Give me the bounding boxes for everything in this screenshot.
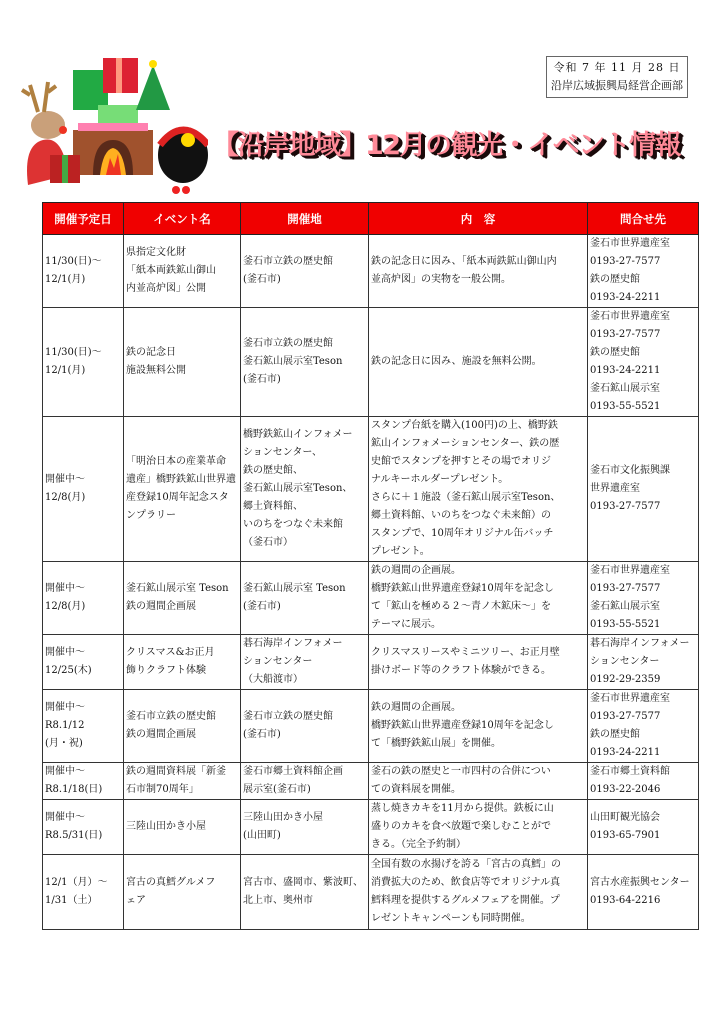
table-header-row	[43, 203, 699, 235]
event-contact: 釜石市郷土資料館 0193-22-2046	[588, 763, 699, 800]
event-content: 釜石の鉄の歴史と一市四村の合併につい ての資料展を開催。	[369, 763, 588, 800]
event-date: 11/30(日)～ 12/1(月)	[43, 235, 124, 308]
table-row	[43, 562, 699, 635]
page-title: 【沿岸地域】12月の観光・イベント情報	[212, 130, 681, 161]
event-date: 開催中～ 12/8(月)	[43, 417, 124, 562]
event-venue: 釜石鉱山展示室 Teson (釜石市)	[241, 562, 369, 635]
column-header-event: イベント名	[124, 203, 241, 235]
issue-date: 令和 7 年 11 月 28 日	[553, 61, 681, 74]
event-venue: 釜石市立鉄の歴史館 釜石鉱山展示室Teson (釜石市)	[241, 308, 369, 417]
event-name: 鉄の週間資料展「新釜 石市制70周年」	[124, 763, 241, 800]
column-header-date: 開催予定日	[43, 203, 124, 235]
event-venue: 碁石海岸インフォメー ションセンター （大船渡市）	[241, 635, 369, 690]
event-content: 鉄の記念日に因み、施設を無料公開。	[369, 308, 588, 417]
column-header-contact: 問合せ先	[588, 203, 699, 235]
event-date: 開催中～ 12/8(月)	[43, 562, 124, 635]
event-name: 「明治日本の産業革命 遺産」橋野鉄鉱山世界遺 産登録10周年記念スタ ンプラリー	[124, 417, 241, 562]
event-date: 開催中～ R8.1/18(日)	[43, 763, 124, 800]
event-name: 釜石市立鉄の歴史館 鉄の週間企画展	[124, 690, 241, 763]
event-venue: 釜石市郷土資料館企画 展示室(釜石市)	[241, 763, 369, 800]
event-date: 12/1（月）～ 1/31（土）	[43, 855, 124, 930]
column-header-venue: 開催地	[241, 203, 369, 235]
event-name: 釜石鉱山展示室 Teson 鉄の週間企画展	[124, 562, 241, 635]
event-name: 鉄の記念日 施設無料公開	[124, 308, 241, 417]
event-date: 11/30(日)～ 12/1(月)	[43, 308, 124, 417]
christmas-illustration	[8, 50, 208, 200]
event-content: 全国有数の水揚げを誇る「宮古の真鱈」の 消費拡大のため、飲食店等でオリジナル真 鱈料理を提供するグルメフェアを開催。プ レゼントキャンペーンも同時開催。	[369, 855, 588, 930]
event-content: 蒸し焼きカキを11月から提供。鉄板に山 盛りのカキを食べ放題で楽しむことがで きる。（完全予約制）	[369, 800, 588, 855]
event-venue: 宮古市、盛岡市、紫波町、 北上市、奥州市	[241, 855, 369, 930]
table-row	[43, 763, 699, 800]
table-row	[43, 417, 699, 562]
column-header-content: 内 容	[369, 203, 588, 235]
event-contact: 釜石市世界遺産室 0193-27-7577 鉄の歴史館 0193-24-2211	[588, 690, 699, 763]
event-venue: 釜石市立鉄の歴史館 (釜石市)	[241, 235, 369, 308]
date-box	[546, 56, 688, 98]
event-content: 鉄の週間の企画展。 橋野鉄鉱山世界遺産登録10周年を記念し て「橋野鉄鉱山展」を開催。	[369, 690, 588, 763]
table-row	[43, 308, 699, 417]
event-date: 開催中～ 12/25(木)	[43, 635, 124, 690]
event-name: 三陸山田かき小屋	[124, 800, 241, 855]
event-contact: 釜石市世界遺産室 0193-27-7577 鉄の歴史館 0193-24-2211 釜石鉱山展示室 0193-55-5521	[588, 308, 699, 417]
table-row	[43, 855, 699, 930]
event-contact: 宮古水産振興センター 0193-64-2216	[588, 855, 699, 930]
event-contact: 山田町観光協会 0193-65-7901	[588, 800, 699, 855]
event-content: 鉄の記念日に因み、「紙本両鉄鉱山御山内 並高炉図」の実物を一般公開。	[369, 235, 588, 308]
department: 沿岸広域振興局経営企画部	[551, 79, 683, 92]
event-table	[42, 202, 699, 930]
event-contact: 釜石市世界遺産室 0193-27-7577 釜石鉱山展示室 0193-55-5521	[588, 562, 699, 635]
event-content: スタンプ台紙を購入(100円)の上、橋野鉄 鉱山インフォメーションセンター、鉄の歴 史館でスタンプを押すとその場でオリジ ナルキーホルダープレゼント。 さらに＋１施設（釜石鉱山展示室Teson、 郷土資料館、いのちをつなぐ未来館）の スタンプで、10周年オリジナル缶バッチ プレゼント。	[369, 417, 588, 562]
event-content: クリスマスリースやミニツリー、お正月壁 掛けボード等のクラフト体験ができる。	[369, 635, 588, 690]
event-contact: 碁石海岸インフォメー ションセンター 0192-29-2359	[588, 635, 699, 690]
event-date: 開催中～ R8.1/12 (月・祝)	[43, 690, 124, 763]
table-row	[43, 635, 699, 690]
event-name: クリスマス&お正月 飾りクラフト体験	[124, 635, 241, 690]
event-venue: 橋野鉄鉱山インフォメー ションセンター、 鉄の歴史館、 釜石鉱山展示室Teson、 郷土資料館、 いのちをつなぐ未来館 （釜石市）	[241, 417, 369, 562]
event-name: 宮古の真鱈グルメフ ェア	[124, 855, 241, 930]
event-date: 開催中～ R8.5/31(日)	[43, 800, 124, 855]
event-venue: 三陸山田かき小屋 (山田町)	[241, 800, 369, 855]
table-row	[43, 235, 699, 308]
event-contact: 釜石市文化振興課 世界遺産室 0193-27-7577	[588, 417, 699, 562]
table-row	[43, 800, 699, 855]
event-name: 県指定文化財 「紙本両鉄鉱山御山 内並高炉図」公開	[124, 235, 241, 308]
table-row	[43, 690, 699, 763]
event-venue: 釜石市立鉄の歴史館 (釜石市)	[241, 690, 369, 763]
event-content: 鉄の週間の企画展。 橋野鉄鉱山世界遺産登録10周年を記念し て「鉱山を極める２～青ノ木鉱床～」を テーマに展示。	[369, 562, 588, 635]
event-contact: 釜石市世界遺産室 0193-27-7577 鉄の歴史館 0193-24-2211	[588, 235, 699, 308]
